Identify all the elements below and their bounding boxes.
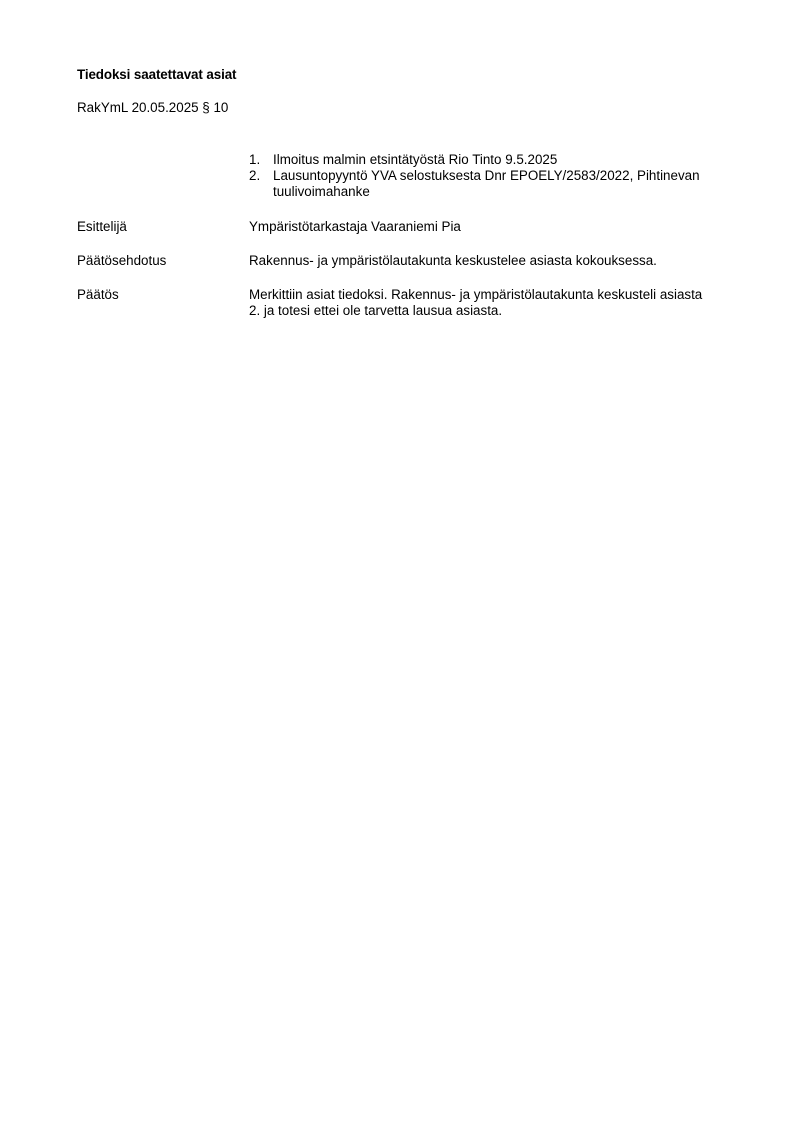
list-item-text: Lausuntopyyntö YVA selostuksesta Dnr EPOELY/2583/2022, Pihtinevan tuulivoimahanke (273, 168, 700, 199)
presenter-label: Esittelijä (77, 219, 127, 234)
presenter-value: Ympäristötarkastaja Vaaraniemi Pia (249, 219, 461, 234)
meeting-reference: RakYmL 20.05.2025 § 10 (77, 100, 229, 115)
proposal-value: Rakennus- ja ympäristölautakunta keskustelee asiasta kokouksessa. (249, 253, 657, 268)
decision-row (77, 287, 717, 319)
decision-label: Päätös (77, 287, 119, 302)
list-item-text: Ilmoitus malmin etsintätyöstä Rio Tinto 9.5.2025 (273, 152, 558, 167)
decision-value: Merkittiin asiat tiedoksi. Rakennus- ja ympäristölautakunta keskusteli asiasta 2. ja totesi ettei ole tarvetta lausua asiasta. (249, 287, 703, 318)
list-item-number: 1. (249, 152, 261, 167)
proposal-row (77, 253, 717, 269)
list-item (249, 168, 709, 200)
document-title: Tiedoksi saatettavat asiat (77, 67, 237, 82)
presenter-row (77, 219, 717, 235)
list-item-number: 2. (249, 168, 261, 183)
list-item (249, 152, 709, 168)
proposal-label: Päätösehdotus (77, 253, 167, 268)
item-list (249, 152, 709, 200)
